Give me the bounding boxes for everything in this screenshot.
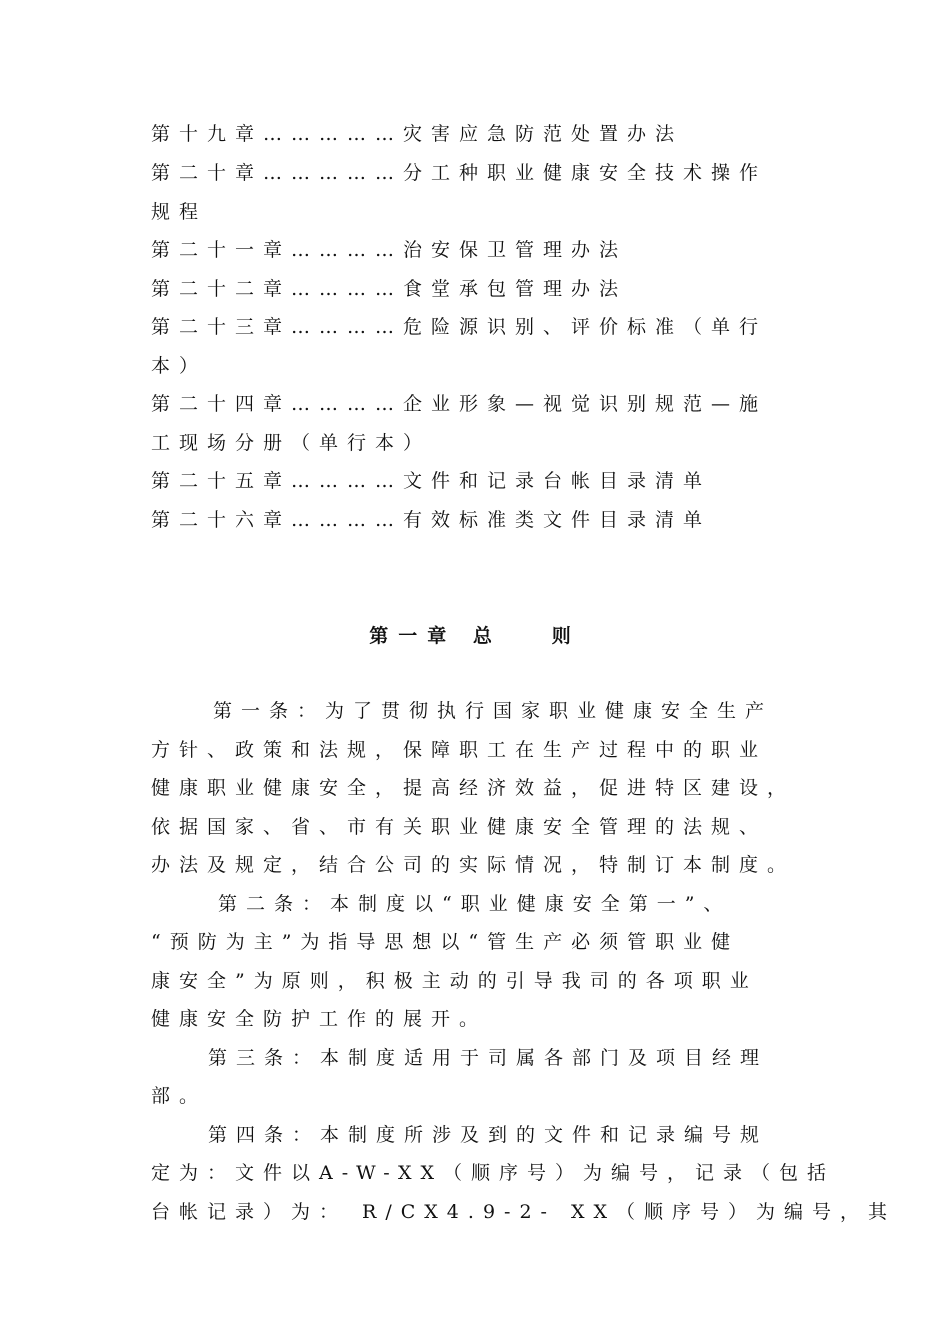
body-line-article-4-start: 第四条：本制度所涉及到的文件和记录编号规 bbox=[208, 1124, 769, 1146]
body-line: 定为：文件以A-W-XX（顺序号）为编号，记录（包括 bbox=[151, 1162, 836, 1184]
body-line: 健康职业健康安全，提高经济效益，促进特区建设， bbox=[151, 777, 796, 799]
body-line: 部。 bbox=[151, 1085, 208, 1107]
body-line-article-2-start: 第二条：本制度以“职业健康安全第一”、 bbox=[218, 893, 732, 915]
body-line: “预防为主”为指导思想以“管生产必须管职业健 bbox=[151, 931, 740, 953]
body-line: 方针、政策和法规，保障职工在生产过程中的职业 bbox=[151, 739, 768, 761]
body-line-article-3-start: 第三条：本制度适用于司属各部门及项目经理 bbox=[208, 1047, 769, 1069]
toc-line-chapter-19: 第十九章……………灾害应急防范处置办法 bbox=[151, 123, 684, 145]
body-line: 康安全”为原则，积极主动的引导我司的各项职业 bbox=[151, 970, 758, 992]
toc-line-chapter-21: 第二十一章…………治安保卫管理办法 bbox=[151, 239, 628, 261]
body-line: 办法及规定，结合公司的实际情况，特制订本制度。 bbox=[151, 854, 796, 876]
toc-line-chapter-25: 第二十五章…………文件和记录台帐目录清单 bbox=[151, 470, 712, 492]
toc-line-chapter-23-cont: 本） bbox=[151, 355, 208, 377]
toc-line-chapter-24: 第二十四章…………企业形象—视觉识别规范—施 bbox=[151, 393, 768, 415]
toc-line-chapter-23: 第二十三章…………危险源识别、评价标准（单行 bbox=[151, 316, 768, 338]
body-line-article-1-start: 第一条：为了贯彻执行国家职业健康安全生产 bbox=[213, 700, 774, 722]
toc-line-chapter-26: 第二十六章…………有效标准类文件目录清单 bbox=[151, 509, 712, 531]
body-line: 台帐记录）为： R/CX4.9-2- XX（顺序号）为编号，其 bbox=[151, 1201, 897, 1223]
toc-line-chapter-24-cont: 工现场分册（单行本） bbox=[151, 432, 432, 454]
chapter-title: 第一章 总 则 bbox=[369, 625, 581, 647]
toc-line-chapter-22: 第二十二章…………食堂承包管理办法 bbox=[151, 278, 628, 300]
toc-line-chapter-20-cont: 规程 bbox=[151, 201, 208, 223]
toc-line-chapter-20: 第二十章……………分工种职业健康安全技术操作 bbox=[151, 162, 768, 184]
body-line: 依据国家、省、市有关职业健康安全管理的法规、 bbox=[151, 816, 768, 838]
body-line: 健康安全防护工作的展开。 bbox=[151, 1008, 488, 1030]
